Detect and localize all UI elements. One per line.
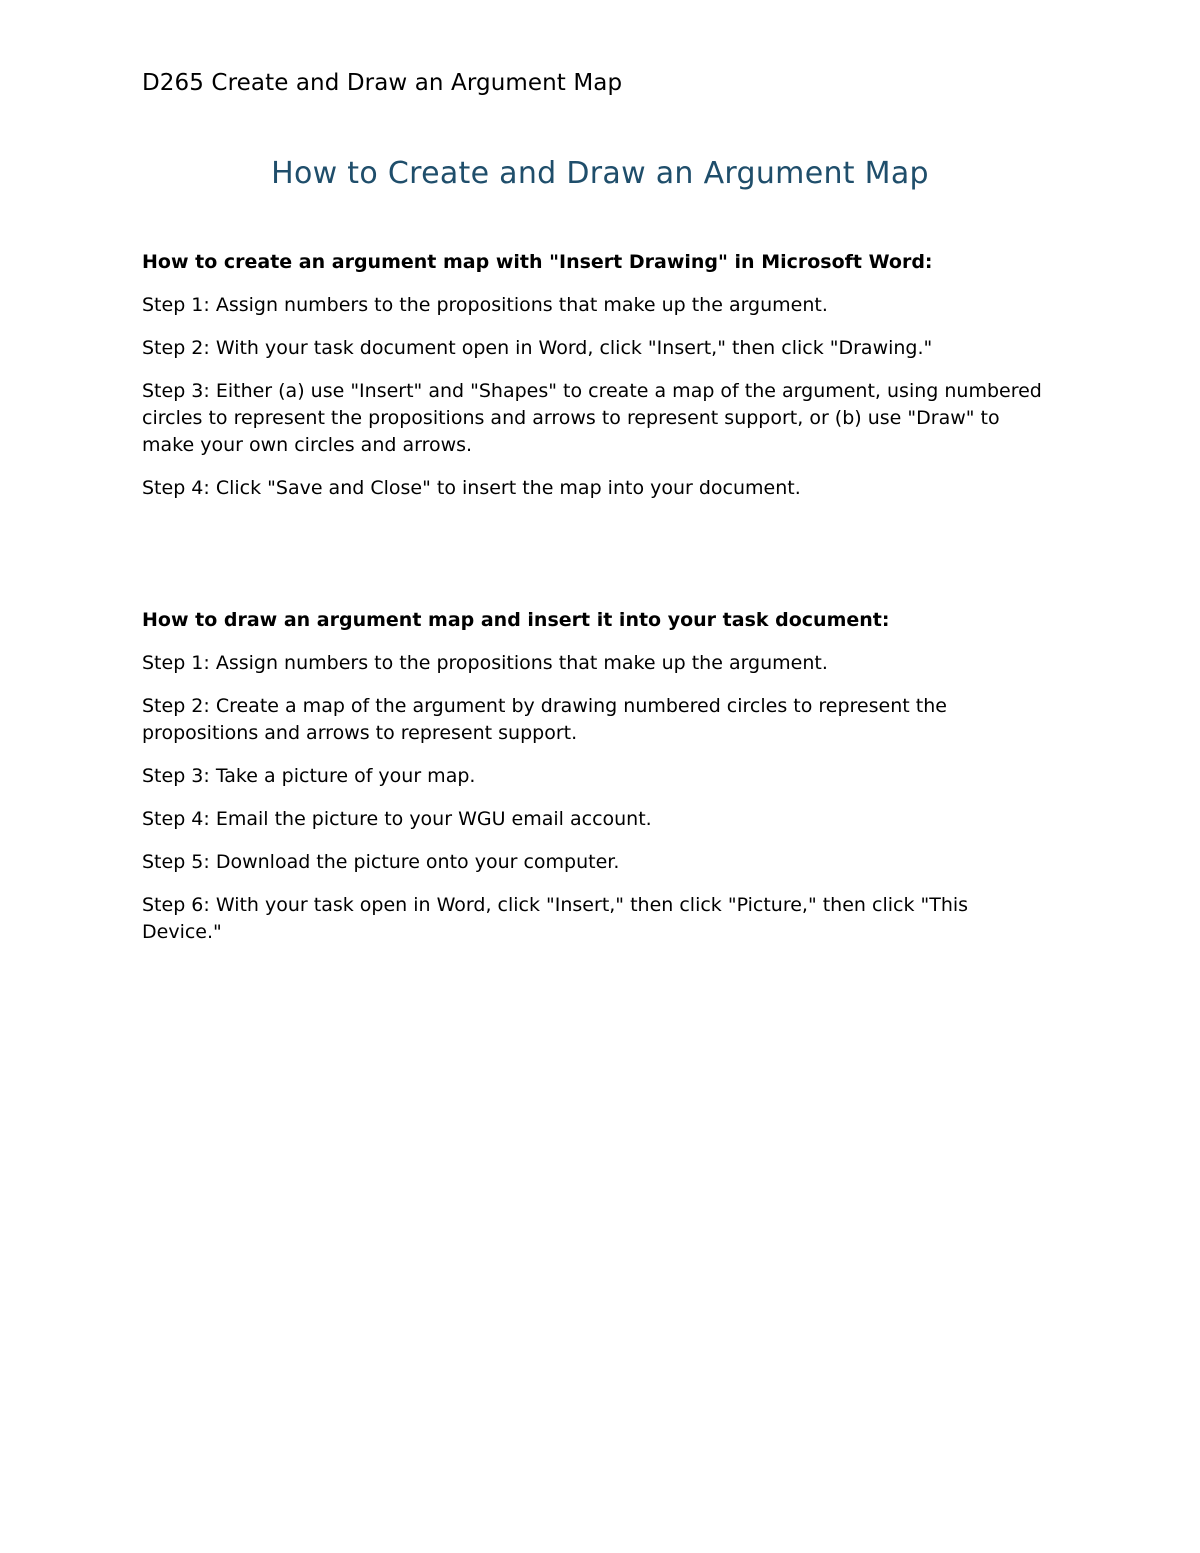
step-item: Step 2: Create a map of the argument by drawing numbered circles to represent the propositions and arrows to represent support. bbox=[142, 695, 947, 744]
step-item: Step 4: Click "Save and Close" to insert the map into your document. bbox=[142, 477, 801, 499]
section-heading: How to create an argument map with "Insert Drawing" in Microsoft Word: bbox=[142, 251, 933, 273]
step-item: Step 3: Take a picture of your map. bbox=[142, 765, 476, 787]
step-item: Step 3: Either (a) use "Insert" and "Shapes" to create a map of the argument, using numbered circles to represent the propositions and arrows to represent support, or (b) use "Draw" to make your own circles and arrows. bbox=[142, 380, 1042, 456]
step-item: Step 1: Assign numbers to the propositions that make up the argument. bbox=[142, 294, 828, 316]
page-title: How to Create and Draw an Argument Map bbox=[271, 156, 929, 191]
section-insert-drawing bbox=[142, 249, 1052, 518]
step-item: Step 2: With your task document open in Word, click "Insert," then click "Drawing." bbox=[142, 337, 933, 359]
section-draw-and-insert bbox=[142, 607, 1052, 962]
header-title: D265 Create and Draw an Argument Map bbox=[142, 70, 623, 96]
section-heading: How to draw an argument map and insert it into your task document: bbox=[142, 609, 890, 631]
step-item: Step 5: Download the picture onto your computer. bbox=[142, 851, 620, 873]
step-item: Step 4: Email the picture to your WGU email account. bbox=[142, 808, 652, 830]
step-item: Step 1: Assign numbers to the propositions that make up the argument. bbox=[142, 652, 828, 674]
step-item: Step 6: With your task open in Word, click "Insert," then click "Picture," then click "This Device." bbox=[142, 894, 969, 943]
